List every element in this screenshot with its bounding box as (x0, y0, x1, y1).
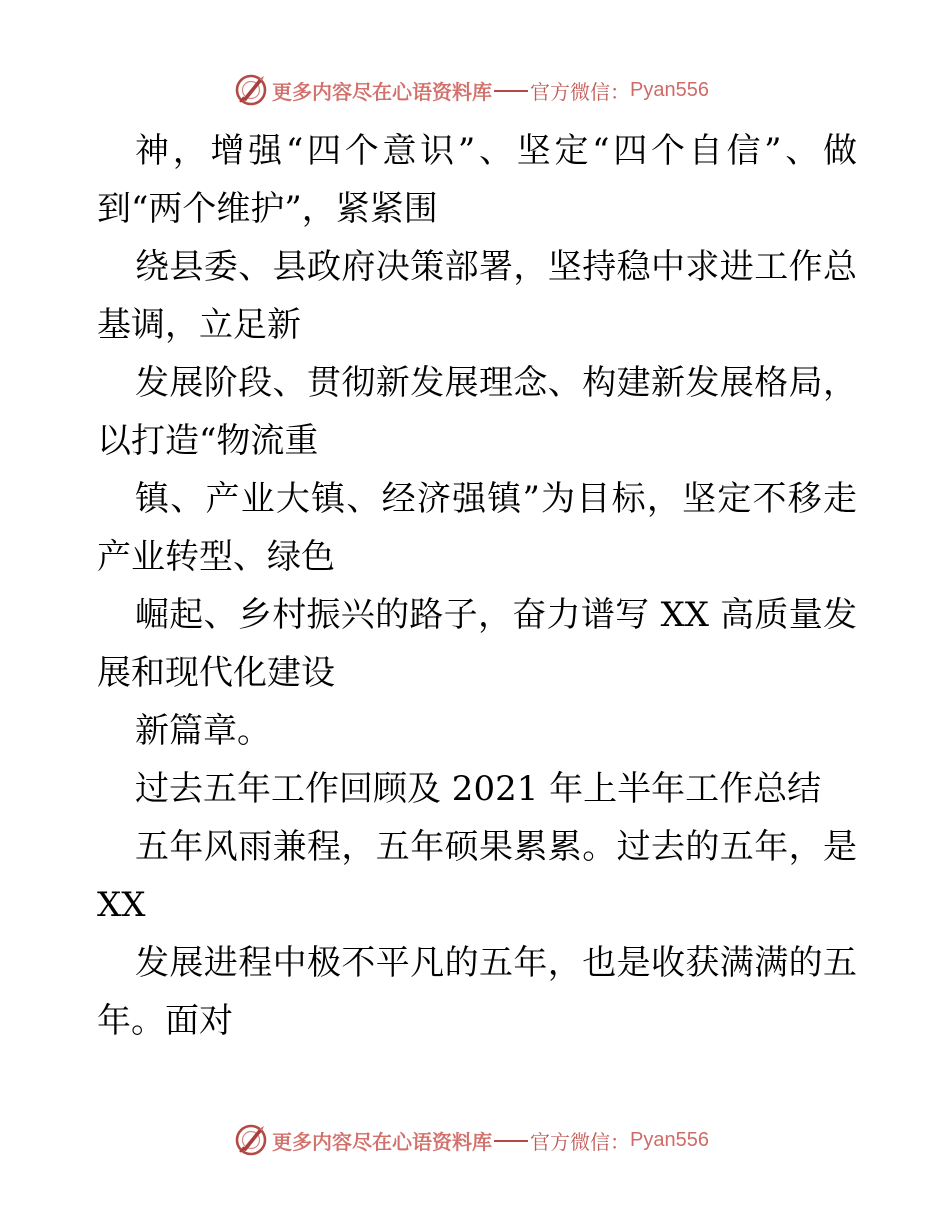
header-dash (494, 90, 528, 92)
body-line-8: 产业转型、绿色 (97, 537, 335, 577)
quill-logo-icon (234, 73, 268, 107)
body-line-11: 新篇章。 (135, 711, 271, 751)
body-line-13: 五年风雨兼程，五年硕果累累。过去的五年，是 (135, 827, 857, 867)
body-line-6: 以打造“物流重 (97, 421, 319, 461)
section-heading: 过去五年工作回顾及 2021 年上半年工作总结 (135, 769, 822, 809)
body-text (97, 122, 857, 1050)
body-line-5: 发展阶段、贯彻新发展理念、构建新发展格局， (135, 363, 857, 403)
body-line-9: 崛起、乡村振兴的路子，奋力谱写 XX 高质量发 (135, 595, 857, 635)
footer-wechat-id: Pyan556 (630, 1128, 709, 1151)
footer-brand-text: 更多内容尽在心语资料库 (272, 1129, 492, 1154)
body-line-10: 展和现代化建设 (97, 653, 335, 693)
header-wechat-id: Pyan556 (630, 78, 709, 101)
footer-banner (234, 1120, 709, 1160)
body-line-7: 镇、产业大镇、经济强镇”为目标，坚定不移走 (135, 479, 857, 519)
body-line-2: 到“两个维护”，紧紧围 (97, 189, 438, 229)
quill-logo-icon (234, 1123, 268, 1157)
body-line-4: 基调，立足新 (97, 305, 301, 345)
body-line-15: 发展进程中极不平凡的五年，也是收获满满的五 (135, 943, 857, 983)
footer-wechat-label: 官方微信： (530, 1129, 630, 1154)
body-line-3: 绕县委、县政府决策部署，坚持稳中求进工作总 (135, 247, 857, 287)
body-line-1: 神，增强“四个意识”、坚定“四个自信”、做 (135, 131, 857, 171)
header-wechat-label: 官方微信： (530, 79, 630, 104)
header-banner (234, 70, 709, 110)
body-line-14: XX (97, 885, 146, 925)
body-line-16: 年。面对 (97, 1001, 233, 1041)
footer-dash (494, 1140, 528, 1142)
header-brand-text: 更多内容尽在心语资料库 (272, 79, 492, 104)
